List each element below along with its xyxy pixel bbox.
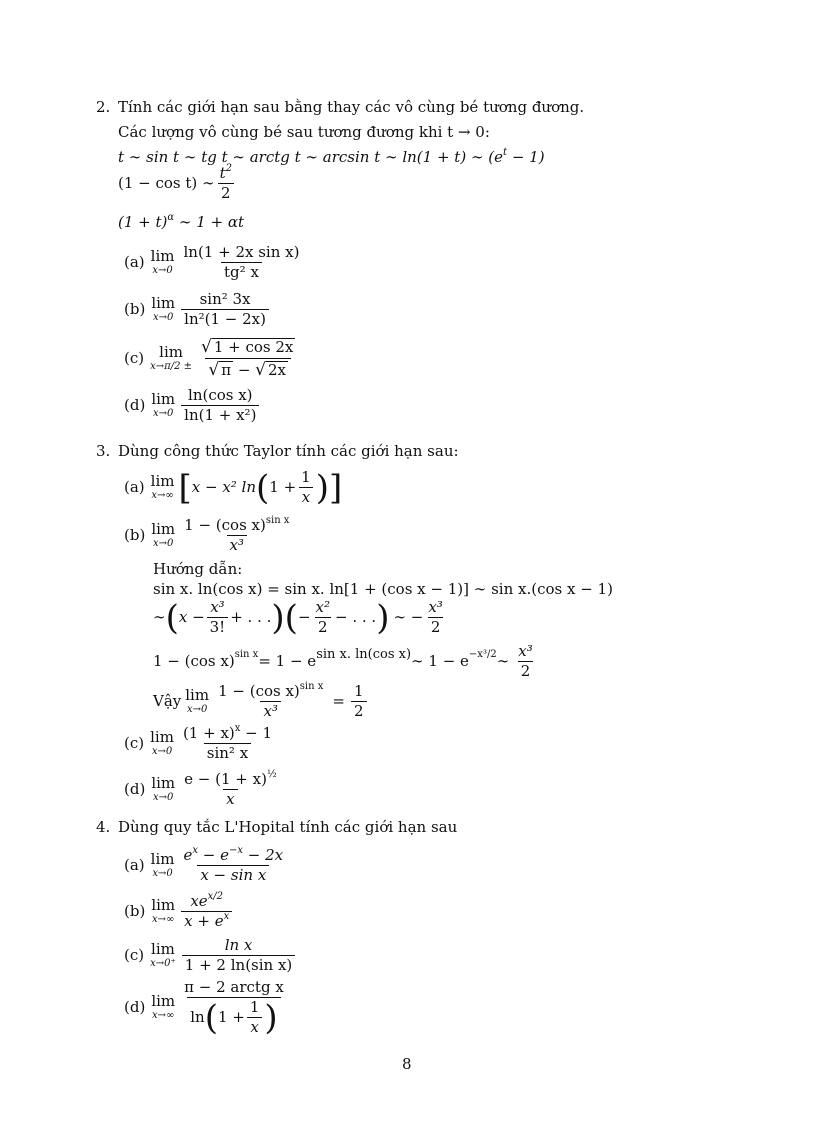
problem-4d: (d) lim x→∞ π − 2 arctg x ln ( 1 + $\frac{1}{x}$ ): [124, 978, 284, 1038]
problem-3-title: Dùng công thức Taylor tính các giới hạn sau:: [118, 442, 459, 460]
equivalence-line-3: $(1 + t)^\alpha$ ∼ 1 + αt: [118, 212, 245, 231]
hint-title: Hướng dẫn:: [153, 560, 243, 578]
problem-2c: (c) lim x→π/2 ± $\frac{√ 1 + \cos 2x}{√ \pi - √ 2x}$: [124, 337, 294, 380]
problem-3a: (a) lim x→∞ [ x − x² ln ( 1 + $\frac{1}{x}$ ) ]: [124, 467, 343, 508]
problem-3-label: 3.: [96, 442, 111, 460]
problem-2-intro: Các lượng vô cùng bé sau tương đương khi t → 0:: [118, 123, 490, 141]
problem-2-label: 2.: [96, 98, 111, 116]
hint-line-3: 1 − (cos x) sin x = 1 − e sin x. ln(cos x) ∼ 1 − e −x³/2 ∼ $\frac{\text{x³}}{2}$: [153, 642, 533, 680]
problem-2b: (b) lim x→0 $\frac{\text{sin² 3x}}{\text{ln²(1 − 2x)}}$: [124, 292, 271, 327]
problem-3b: (b) lim x→0 $\frac{1 - (\cos x)^{sin x}}{\text{x³}}$: [124, 515, 290, 554]
hint-conclusion: Vậy lim x→0 $\frac{1 - (\cos x)^{sin x}}{\text{x³}}$ = $\frac{1}{2}$: [153, 684, 369, 719]
problem-2a: (a) lim x→0 $\frac{\text{ln(1 + 2x sin x)}}{\text{tg² x}}$: [124, 243, 300, 281]
problem-4c: (c) lim x→0⁺ $\frac{\text{ln x}}{\text{1 + 2 ln(sin x)}}$: [124, 938, 297, 973]
page-number: 8: [402, 1055, 412, 1073]
equivalence-line-2: (1 − cos t) ∼ $\frac{t^2}{2}$: [118, 163, 233, 202]
hint-line-1: sin x. ln(cos x) = sin x. ln[1 + (cos x − 1)] ∼ sin x.(cos x − 1): [153, 580, 613, 598]
hint-line-2: ∼ ( x − $\frac{\text{x³}}{3!}$ + . . . ) ( − $\frac{\text{x²}}{2}$ − . . . ) ∼ − $\frac{\text{x³}}{2}$: [153, 597, 443, 638]
equivalence-line-1: t ∼ sin t ∼ tg t ∼ arctg t ∼ arcsin t ∼ ln(1 + t) ∼ $(e^t - 1)$: [118, 147, 545, 166]
problem-3d: (d) lim x→0 $\frac{e - (1 + x)^{\frac{1}{2}}}{x}$: [124, 769, 277, 808]
problem-4-title: Dùng quy tắc L'Hopital tính các giới hạn sau: [118, 818, 458, 836]
problem-2d: (d) lim x→0 $\frac{\text{ln(cos x)}}{\text{ln(1 + x²)}}$: [124, 388, 261, 423]
problem-3c: (c) lim x→0 $\frac{(1 + x)^x - 1}{\text{sin² x}}$: [124, 723, 273, 762]
problem-4b: (b) lim x→∞ $\frac{xe^{x/2}}{x + e^x}$: [124, 894, 234, 929]
problem-2-title: Tính các giới hạn sau bằng thay các vô cùng bé tương đương.: [118, 98, 585, 116]
problem-4-label: 4.: [96, 818, 111, 836]
problem-4a: (a) lim x→0 $\frac{e^x - e^{-x} - 2x}{\text{x − sin x}}$: [124, 845, 284, 884]
